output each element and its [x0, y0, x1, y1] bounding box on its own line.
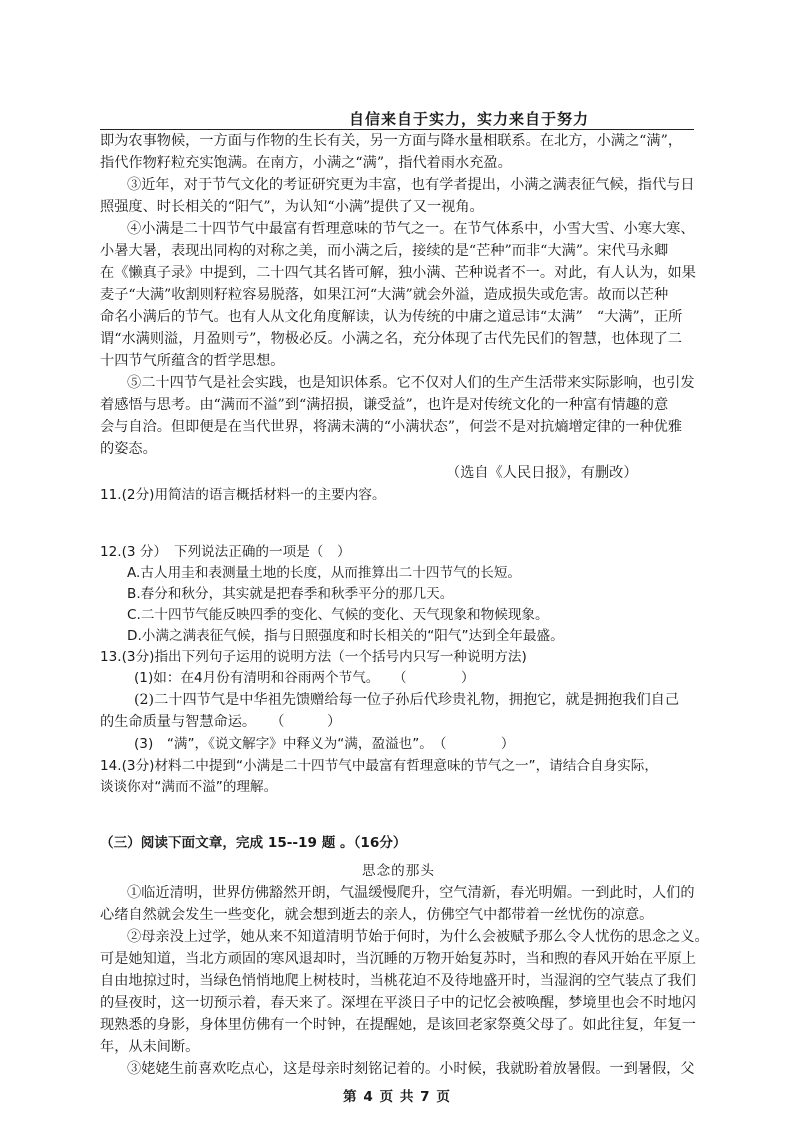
passage-line: 的姿态。 — [100, 441, 157, 457]
passage-line: ③近年，对于节气文化的考证研究更为丰富，也有学者提出，小满之满表征气候，指代与日 — [127, 177, 695, 193]
passage-line: 小暑大暑，表现出同构的对称之美，而小满之后，接续的是“芒种”而非“大满”。宋代马永卿 — [100, 243, 669, 259]
passage-line: 在《懒真子录》中提到，二十四气其名皆可解，独小满、芒种说者不一。对此，有人认为，如果 — [100, 265, 696, 281]
article-line: ③姥姥生前喜欢吃点心，这是母亲时刻铭记着的。小时候，我就盼着放暑假。一到暑假，父 — [127, 1061, 695, 1077]
question-12-stem: 12.(3 分） 下列说法正确的一项是（ ） — [100, 544, 351, 560]
passage-line: 即为农事物候，一方面与作物的生长有关，另一方面与降水量相联系。在北方，小满之“满”， — [100, 133, 683, 149]
article-line: 心绪自然就会发生一些变化，就会想到逝去的亲人，仿佛空气中都带着一丝忧伤的凉意。 — [100, 907, 654, 923]
passage-line: ④小满是二十四节气中最富有哲理意味的节气之一。在节气体系中，小雪大雪、小寒大寒、 — [127, 221, 695, 237]
question-13-stem: 13.(3分)指出下列句子运用的说明方法（一个括号内只写一种说明方法) — [100, 649, 527, 665]
question-12-option-d: D.小满之满表征气候，指与日照强度和时长相关的“阳气”达到全年最盛。 — [127, 628, 564, 644]
passage-line: ⑤二十四节气是社会实践，也是知识体系。它不仅对人们的生产生活带来实际影响，也引发 — [127, 375, 695, 391]
article-line: 自由地掠过时，当绿色悄悄地爬上树枝时，当桃花迫不及待地盛开时，当湿润的空气装点了我们 — [100, 973, 696, 989]
passage-line: 谓“水满则溢，月盈则亏”，物极必反。小满之名，充分体现了古代先民们的智慧，也体现了二 — [100, 331, 683, 347]
header-motto: 自信来自于实力，实力来自于努力 — [348, 110, 589, 128]
article-line: 可是她知道，当北方顽固的寒风退却时，当沉睡的万物开始复苏时，当和煦的春风开始在平原上 — [100, 951, 696, 967]
passage-line: 十四节气所蕴含的哲学思想。 — [100, 353, 285, 369]
question-12-option-c: C.二十四节气能反映四季的变化、气候的变化、天气现象和物候现象。 — [127, 607, 549, 623]
article-line: ②母亲没上过学，她从来不知道清明节始于何时，为什么会被赋予那么令人忧伤的思念之义。 — [127, 929, 709, 945]
passage-line: 照强度、时长相关的“阳气”，为认知“小满”提供了又一视角。 — [100, 199, 484, 215]
passage-line: 指代作物籽粒充实饱满。在南方，小满之“满”，指代着雨水充盈。 — [100, 155, 512, 171]
question-12-option-b: B.春分和秋分，其实就是把春季和秋季平分的那几天。 — [127, 586, 454, 602]
question-14: 14.(3分)材料二中提到“小满是二十四节气中最富有哲理意味的节气之一”，请结合自身实际， — [100, 758, 658, 774]
passage-line: 着感悟与思考。由“满而不溢”到“满招损，谦受益”，也许是对传统文化的一种富有情趣的意 — [100, 397, 669, 413]
article-line: 年，从未间断。 — [100, 1039, 200, 1055]
question-13-item-3: (3) “满”，《说文解字》中释义为“满，盈溢也”。 （ ） — [134, 736, 515, 752]
article-line: ①临近清明，世界仿佛豁然开朗，气温缓慢爬升，空气清新，春光明媚。一到此时，人们的 — [127, 885, 695, 901]
question-14-cont: 谈谈你对“满而不溢”的理解。 — [100, 779, 278, 795]
question-12-option-a: A.古人用圭和表测量土地的长度，从而推算出二十四节气的长短。 — [127, 565, 522, 581]
question-13-item-2: (2)二十四节气是中华祖先馈赠给每一位子孙后代珍贵礼物，拥抱它，就是拥抱我们自己 — [134, 692, 680, 708]
article-title: 思念的那头 — [362, 863, 435, 879]
page-footer: 第 4 页 共 7 页 — [343, 1089, 451, 1105]
article-line: 的昼夜时，这一切预示着，春天来了。深埋在平淡日子中的记忆会被唤醒，梦境里也会不时地闪 — [100, 995, 696, 1011]
passage-line: 会与自洽。但即便是在当代世界，将满未满的“小满状态”，何尝不是对抗熵增定律的一种优雅 — [100, 419, 683, 435]
section-3-heading: （三）阅读下面文章，完成 15--19 题 。（16分） — [100, 835, 407, 851]
article-line: 现熟悉的身影，身体里仿佛有一个时钟，在提醒她，是该回老家祭奠父母了。如此往复，年复一 — [100, 1017, 696, 1033]
question-13-item-2-cont: 的生命质量与智慧命运。 （ ） — [100, 714, 342, 730]
passage-line: 麦子“大满”收割则籽粒容易脱落，如果江河“大满”就会外溢，造成损失或危害。故而以芒种 — [100, 287, 669, 303]
question-13-item-1: (1)如：在4月份有清明和谷雨两个节气。 （ ） — [134, 670, 475, 686]
question-11: 11.(2分)用简洁的语言概括材料一的主要内容。 — [100, 487, 386, 503]
passage-line: 命名小满后的节气。也有人从文化角度解读，认为传统的中庸之道忌讳“太满” “大满”，正所 — [100, 309, 683, 325]
passage-source: （选自《人民日报》，有删改） — [446, 465, 638, 481]
